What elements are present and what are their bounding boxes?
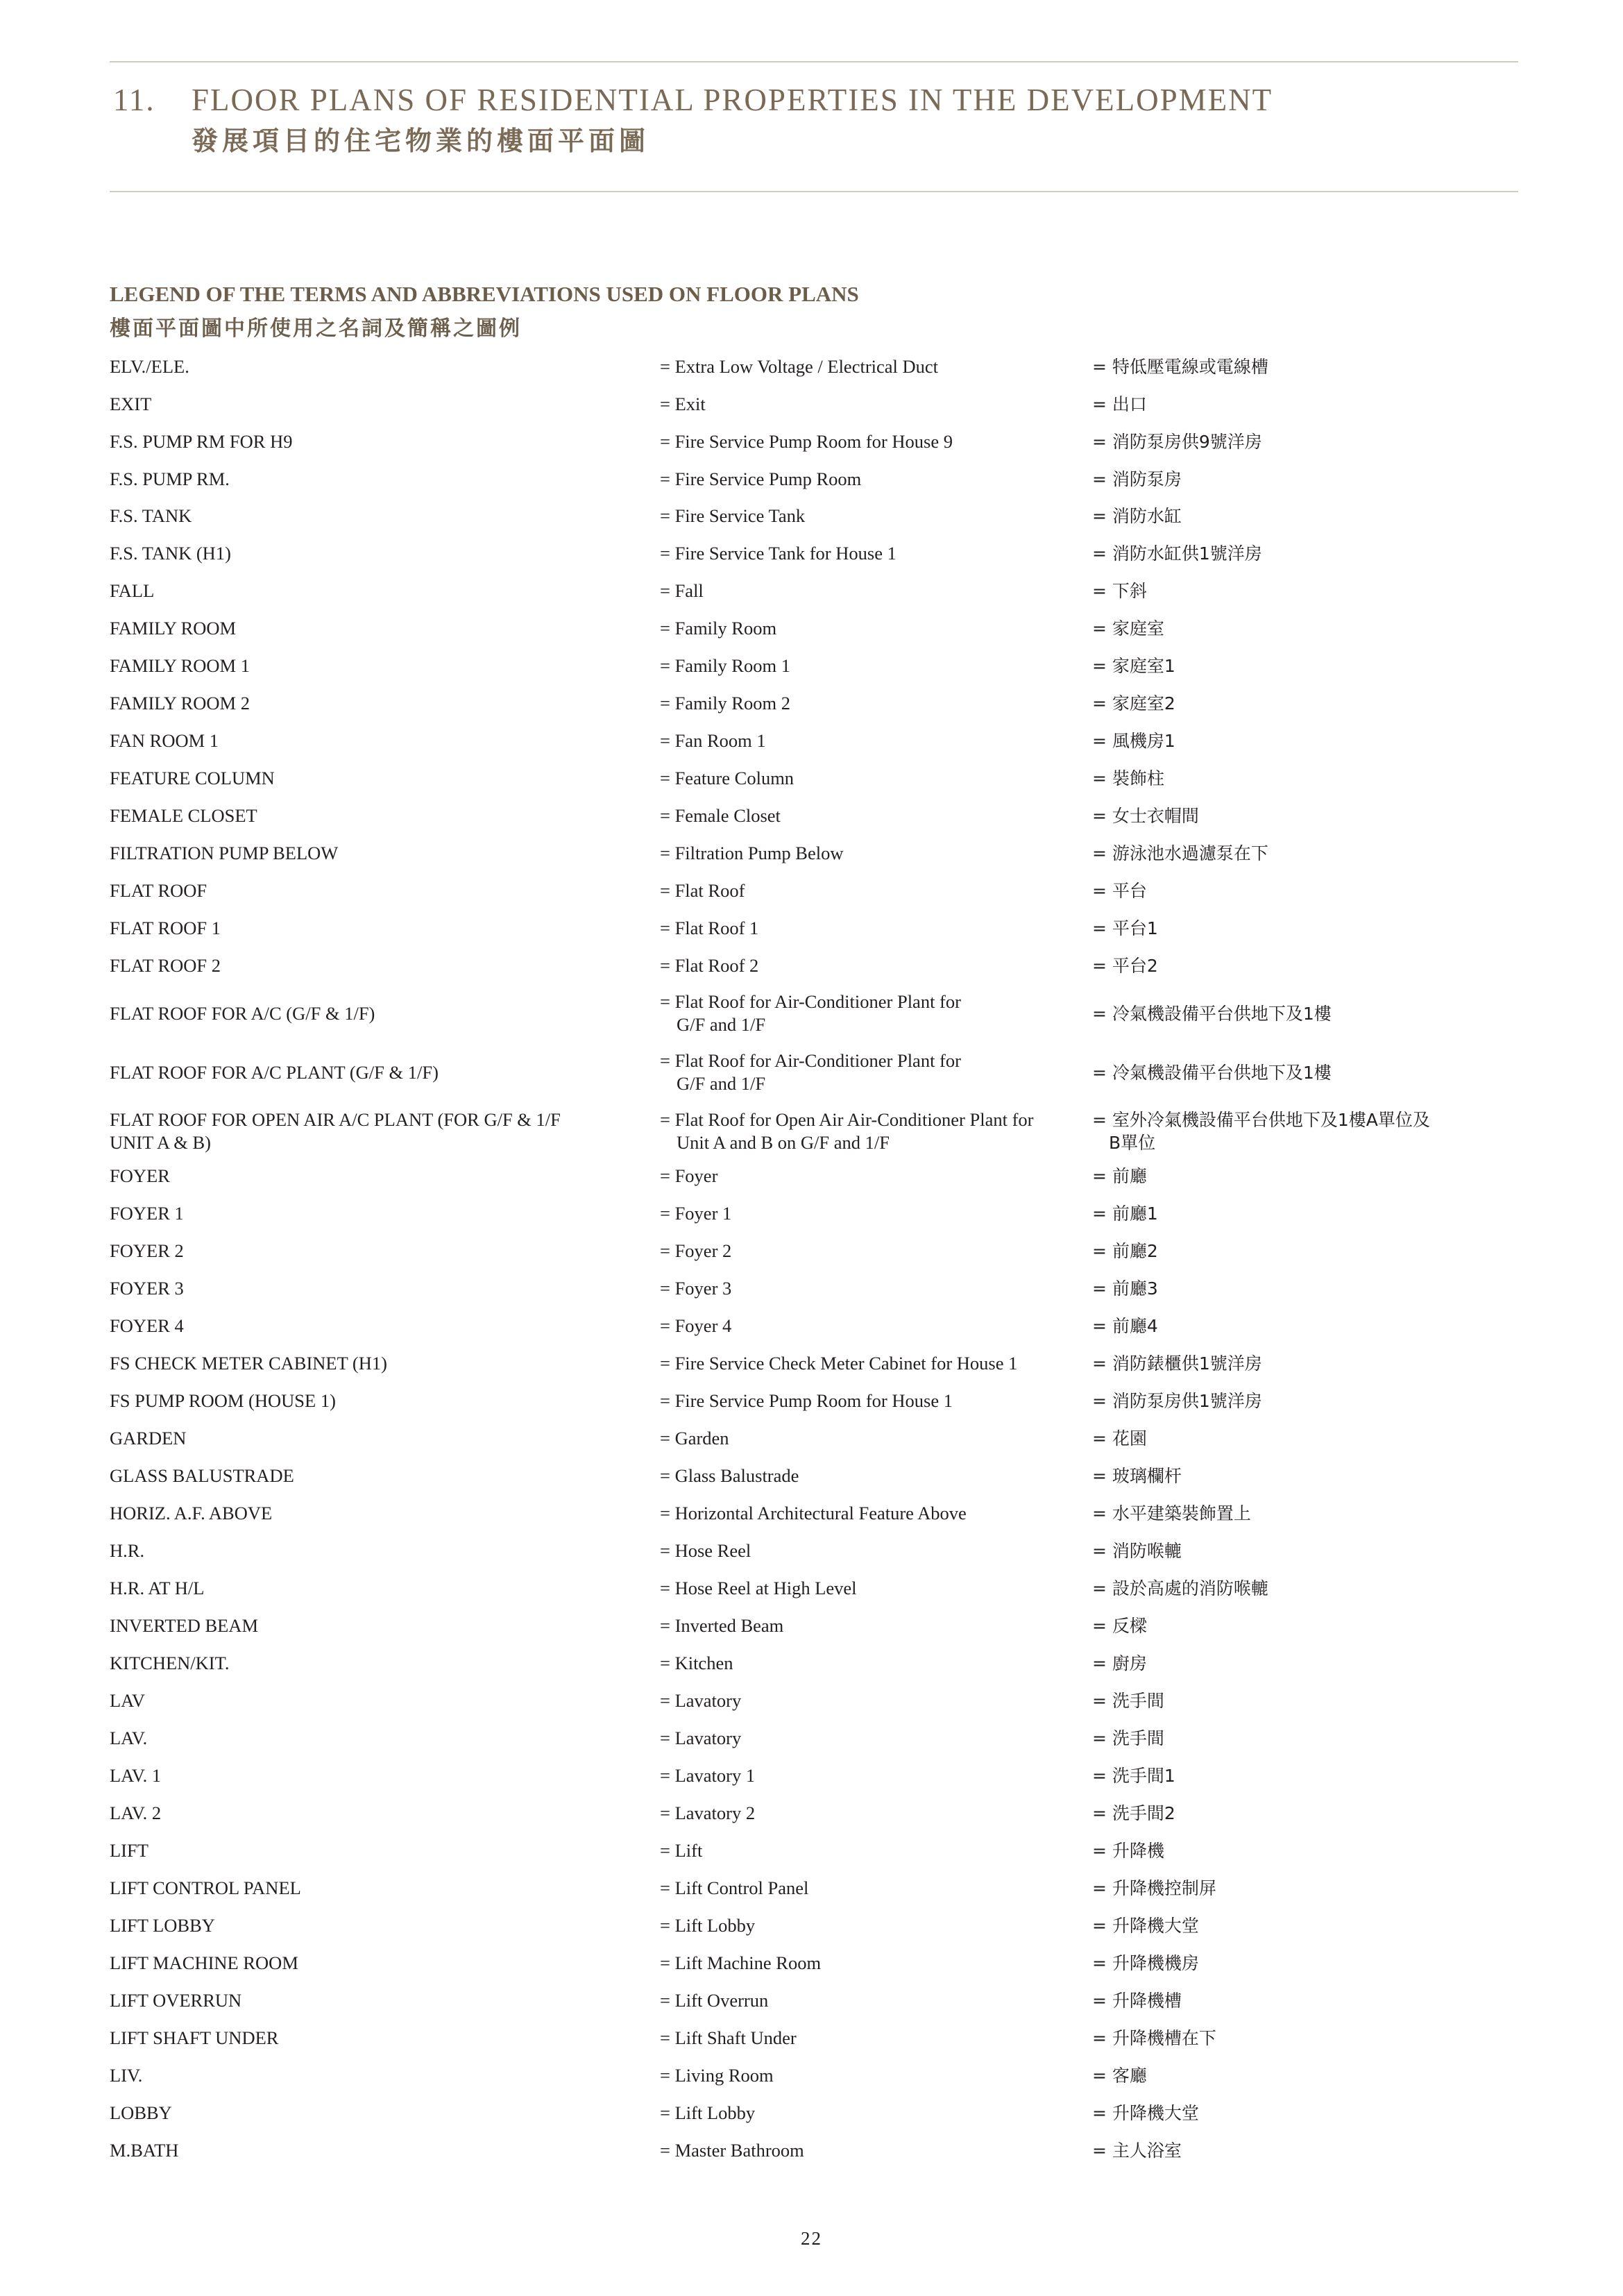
legend-term-line: M.BATH: [110, 2140, 179, 2161]
legend-chinese-line: = 女士衣帽間: [1092, 806, 1199, 826]
legend-chinese: [1092, 1689, 1509, 1712]
legend-chinese: [1092, 1277, 1509, 1300]
legend-english-line: = Fire Service Pump Room for House 1: [660, 1390, 953, 1411]
legend-english: [660, 1352, 1087, 1375]
legend-english: [660, 767, 1087, 790]
legend-english-line: = Fire Service Pump Room for House 9: [660, 431, 953, 452]
legend-term-line: LIFT SHAFT UNDER: [110, 2027, 279, 2048]
legend-term-line: EXIT: [110, 394, 152, 414]
legend-chinese-line: = 水平建築裝飾置上: [1092, 1503, 1251, 1523]
legend-term: [110, 1539, 651, 1562]
legend-chinese-line: = 洗手間1: [1092, 1766, 1175, 1786]
legend-english-line: = Inverted Beam: [660, 1615, 784, 1636]
legend-chinese: [1092, 430, 1509, 453]
legend-english-line: = Feature Column: [660, 768, 794, 788]
legend-term-line: LAV: [110, 1690, 146, 1711]
legend-english-line: = Lift Lobby: [660, 2102, 756, 2123]
legend-chinese-line: = 設於高處的消防喉轆: [1092, 1578, 1268, 1598]
legend-term: [110, 842, 651, 865]
legend-chinese: [1092, 1315, 1509, 1337]
legend-chinese: [1092, 1539, 1509, 1562]
legend-english-line: = Lavatory 1: [660, 1765, 756, 1786]
legend-chinese-line: = 冷氣機設備平台供地下及1樓: [1092, 1003, 1332, 1024]
legend-english-line: = Lavatory 2: [660, 1803, 756, 1823]
legend-term-line: H.R. AT H/L: [110, 1578, 205, 1598]
legend-english-line: = Flat Roof for Open Air Air-Conditioner Plant for: [660, 1109, 1034, 1130]
legend-english-line: G/F and 1/F: [677, 1073, 766, 1094]
legend-term-line: LIFT: [110, 1840, 148, 1861]
legend-english-line: = Fire Service Check Meter Cabinet for House 1: [660, 1353, 1018, 1374]
legend-term: [110, 1914, 651, 1937]
legend-chinese: [1092, 729, 1509, 752]
legend-term-line: FILTRATION PUMP BELOW: [110, 843, 339, 863]
legend-english-line: = Foyer: [660, 1165, 718, 1186]
legend-chinese-line: = 平台1: [1092, 918, 1158, 938]
legend-term: [110, 1577, 651, 1600]
legend-chinese: [1092, 542, 1509, 565]
legend-chinese: [1092, 580, 1509, 602]
legend-term: [110, 692, 651, 715]
legend-term: [110, 1689, 651, 1712]
legend-english-line: = Fire Service Pump Room: [660, 469, 862, 489]
legend-term-line: FOYER 1: [110, 1203, 184, 1224]
legend-english: [660, 468, 1087, 491]
legend-chinese: [1092, 1061, 1509, 1084]
legend-chinese-line: = 室外冷氣機設備平台供地下及1樓A單位及: [1092, 1110, 1430, 1130]
legend-english: [660, 804, 1087, 827]
legend-title: LEGEND OF THE TERMS AND ABBREVIATIONS USED ON FLOOR PLANS: [110, 282, 859, 306]
legend-chinese-line: = 下斜: [1092, 581, 1147, 601]
legend-chinese: [1092, 767, 1509, 790]
legend-chinese-line: = 花園: [1092, 1428, 1147, 1449]
legend-english: [660, 1614, 1087, 1637]
legend-term-line: ELV./ELE.: [110, 356, 189, 377]
legend-chinese-line: = 前廳1: [1092, 1204, 1158, 1224]
legend-english-line: = Hose Reel: [660, 1540, 751, 1561]
legend-chinese-line: = 冷氣機設備平台供地下及1樓: [1092, 1062, 1332, 1083]
legend-term-line: FLAT ROOF 2: [110, 955, 221, 976]
legend-english-line: = Lift Lobby: [660, 1915, 756, 1936]
legend-term: [110, 580, 651, 602]
legend-english: [660, 393, 1087, 416]
legend-english-line: = Foyer 4: [660, 1315, 732, 1336]
legend-term: [110, 1802, 651, 1825]
legend-chinese: [1092, 1802, 1509, 1825]
legend-english: [660, 1108, 1087, 1154]
legend-term: [110, 954, 651, 977]
legend-chinese: [1092, 692, 1509, 715]
legend-english-line: = Extra Low Voltage / Electrical Duct: [660, 356, 939, 377]
legend-chinese: [1092, 1727, 1509, 1750]
legend-english: [660, 1727, 1087, 1750]
legend-chinese-line: = 消防錶櫃供1號洋房: [1092, 1353, 1262, 1374]
legend-english-line: = Horizontal Architectural Feature Above: [660, 1503, 967, 1523]
legend-english-line: = Fall: [660, 580, 704, 601]
legend-english: [660, 542, 1087, 565]
legend-english: [660, 729, 1087, 752]
legend-term-line: LIFT MACHINE ROOM: [110, 1952, 298, 1973]
legend-term-line: FS PUMP ROOM (HOUSE 1): [110, 1390, 336, 1411]
section-title-chinese: 發展項目的住宅物業的樓面平面圖: [192, 126, 650, 156]
legend-english: [660, 1839, 1087, 1862]
legend-term-line: FLAT ROOF FOR OPEN AIR A/C PLANT (FOR G/F & 1/F: [110, 1109, 561, 1130]
legend-term-line: FEMALE CLOSET: [110, 805, 257, 826]
legend-term: [110, 468, 651, 491]
legend-english: [660, 1652, 1087, 1675]
legend-term: [110, 1202, 651, 1225]
legend-chinese-line: = 前廳2: [1092, 1241, 1158, 1261]
legend-english-line: = Lift Control Panel: [660, 1877, 809, 1898]
legend-chinese-line: = 消防喉轆: [1092, 1541, 1182, 1561]
legend-term-line: FOYER 3: [110, 1278, 184, 1299]
legend-chinese: [1092, 1877, 1509, 1900]
legend-term: [110, 1727, 651, 1750]
legend-english-line: = Garden: [660, 1428, 729, 1449]
legend-chinese: [1092, 655, 1509, 677]
legend-term-line: F.S. TANK: [110, 505, 192, 526]
legend-chinese-line: = 游泳池水過濾泵在下: [1092, 843, 1268, 863]
legend-english-line: = Fan Room 1: [660, 730, 766, 751]
legend-chinese-line: = 洗手間: [1092, 1728, 1164, 1748]
legend-chinese-line: = 消防泵房供9號洋房: [1092, 432, 1262, 452]
legend-term-line: UNIT A & B): [110, 1132, 212, 1153]
legend-chinese-line: = 客廳: [1092, 2066, 1147, 2086]
legend-chinese-line: = 家庭室2: [1092, 693, 1175, 714]
legend-english: [660, 1802, 1087, 1825]
legend-term: [110, 1652, 651, 1675]
legend-term: [110, 355, 651, 378]
legend-chinese-line: = 升降機控制屏: [1092, 1878, 1216, 1898]
legend-english: [660, 2064, 1087, 2087]
legend-term-line: LIV.: [110, 2065, 143, 2086]
legend-chinese-line: = 升降機槽在下: [1092, 2028, 1216, 2048]
legend-chinese-line: = 反樑: [1092, 1616, 1147, 1636]
legend-chinese: [1092, 804, 1509, 827]
legend-chinese-line: = 平台2: [1092, 956, 1158, 976]
legend-term-line: LAV.: [110, 1728, 148, 1748]
legend-term: [110, 1502, 651, 1525]
legend-chinese-line: = 洗手間: [1092, 1691, 1164, 1711]
legend-term-line: FOYER: [110, 1165, 170, 1186]
legend-term: [110, 804, 651, 827]
legend-term-line: INVERTED BEAM: [110, 1615, 259, 1636]
legend-english-line: = Lift: [660, 1840, 703, 1861]
legend-english-line: = Kitchen: [660, 1653, 733, 1673]
legend-chinese-line: = 前廳4: [1092, 1316, 1158, 1336]
legend-english: [660, 1427, 1087, 1450]
legend-english: [660, 1315, 1087, 1337]
legend-english-line: = Glass Balustrade: [660, 1465, 799, 1486]
legend-english-line: G/F and 1/F: [677, 1014, 766, 1035]
legend-chinese: [1092, 917, 1509, 940]
legend-chinese-line: = 裝飾柱: [1092, 768, 1164, 788]
legend-term-line: FEATURE COLUMN: [110, 768, 275, 788]
legend-term-line: KITCHEN/KIT.: [110, 1653, 230, 1673]
legend-english-line: = Flat Roof for Air-Conditioner Plant for: [660, 1050, 961, 1071]
legend-chinese-line: = 前廳: [1092, 1166, 1147, 1186]
legend-term-line: GARDEN: [110, 1428, 187, 1449]
legend-term-line: LOBBY: [110, 2102, 172, 2123]
legend-english: [660, 917, 1087, 940]
legend-term-line: LAV. 2: [110, 1803, 162, 1823]
legend-chinese: [1092, 954, 1509, 977]
legend-chinese-line: = 出口: [1092, 394, 1147, 414]
legend-english: [660, 617, 1087, 640]
legend-term: [110, 1061, 651, 1084]
legend-term-line: FAN ROOM 1: [110, 730, 219, 751]
legend-term: [110, 1277, 651, 1300]
legend-chinese: [1092, 879, 1509, 902]
legend-term: [110, 1989, 651, 2012]
legend-chinese: [1092, 842, 1509, 865]
legend-english: [660, 2139, 1087, 2162]
legend-english: [660, 1202, 1087, 1225]
legend-term: [110, 1464, 651, 1487]
legend-english: [660, 1989, 1087, 2012]
legend-chinese-line: = 升降機槽: [1092, 1991, 1182, 2011]
legend-english: [660, 1764, 1087, 1787]
legend-english: [660, 1165, 1087, 1188]
legend-english: [660, 842, 1087, 865]
legend-english-line: = Family Room 1: [660, 655, 790, 676]
legend-chinese: [1092, 468, 1509, 491]
legend-chinese: [1092, 2027, 1509, 2050]
legend-term: [110, 1614, 651, 1637]
legend-english-line: = Foyer 3: [660, 1278, 732, 1299]
legend-english-line: = Foyer 1: [660, 1203, 732, 1224]
legend-english-line: = Hose Reel at High Level: [660, 1578, 857, 1598]
legend-term: [110, 2027, 651, 2050]
legend-english: [660, 1539, 1087, 1562]
legend-english: [660, 1689, 1087, 1712]
legend-chinese-line: = 洗手間2: [1092, 1803, 1175, 1823]
legend-term-line: F.S. TANK (H1): [110, 543, 231, 564]
legend-term: [110, 542, 651, 565]
legend-chinese: [1092, 1989, 1509, 2012]
legend-chinese: [1092, 1352, 1509, 1375]
legend-chinese-line: = 消防泵房: [1092, 469, 1182, 489]
legend-term-line: FALL: [110, 580, 155, 601]
legend-term: [110, 655, 651, 677]
legend-chinese-line: B單位: [1109, 1133, 1156, 1153]
legend-english-line: = Lift Machine Room: [660, 1952, 822, 1973]
legend-english: [660, 1502, 1087, 1525]
legend-english: [660, 1577, 1087, 1600]
legend-term-line: FAMILY ROOM: [110, 618, 237, 639]
legend-english-line: = Female Closet: [660, 805, 781, 826]
legend-english-line: = Living Room: [660, 2065, 774, 2086]
legend-chinese: [1092, 617, 1509, 640]
legend-english: [660, 692, 1087, 715]
legend-chinese: [1092, 2139, 1509, 2162]
legend-term: [110, 393, 651, 416]
legend-chinese: [1092, 1165, 1509, 1188]
legend-english: [660, 505, 1087, 527]
legend-chinese-line: = 家庭室1: [1092, 656, 1175, 676]
legend-term-line: F.S. PUMP RM.: [110, 469, 230, 489]
legend-chinese: [1092, 1202, 1509, 1225]
legend-chinese: [1092, 1390, 1509, 1412]
legend-chinese-line: = 特低壓電線或電線槽: [1092, 357, 1268, 377]
legend-chinese-line: = 平台: [1092, 881, 1147, 901]
legend-chinese: [1092, 1108, 1509, 1154]
legend-chinese-line: = 前廳3: [1092, 1278, 1158, 1299]
legend-chinese: [1092, 1427, 1509, 1450]
legend-chinese-line: = 風機房1: [1092, 731, 1175, 751]
legend-english: [660, 990, 1087, 1036]
legend-term-line: LIFT CONTROL PANEL: [110, 1877, 301, 1898]
legend-chinese: [1092, 1240, 1509, 1263]
section-title: FLOOR PLANS OF RESIDENTIAL PROPERTIES IN THE DEVELOPMENT: [192, 83, 1273, 117]
legend-english: [660, 1464, 1087, 1487]
legend-english-line: = Fire Service Tank: [660, 505, 806, 526]
legend-term-line: FS CHECK METER CABINET (H1): [110, 1353, 387, 1374]
legend-chinese-line: = 家庭室: [1092, 618, 1164, 639]
legend-english: [660, 1877, 1087, 1900]
legend-term-line: FLAT ROOF FOR A/C (G/F & 1/F): [110, 1002, 375, 1024]
legend-title-chinese: 樓面平面圖中所使用之名詞及簡稱之圖例: [110, 316, 522, 341]
legend-term-line: FAMILY ROOM 2: [110, 693, 250, 714]
legend-chinese: [1092, 2102, 1509, 2125]
legend-english: [660, 1240, 1087, 1263]
legend-english: [660, 954, 1087, 977]
legend-chinese: [1092, 1464, 1509, 1487]
legend-chinese: [1092, 2064, 1509, 2087]
legend-term-line: LIFT LOBBY: [110, 1915, 215, 1936]
legend-english: [660, 879, 1087, 902]
legend-chinese: [1092, 1502, 1509, 1525]
legend-english-line: = Foyer 2: [660, 1240, 732, 1261]
legend-term: [110, 1352, 651, 1375]
legend-chinese: [1092, 1839, 1509, 1862]
legend-english: [660, 1390, 1087, 1412]
legend-english: [660, 2102, 1087, 2125]
legend-term: [110, 1315, 651, 1337]
legend-english: [660, 580, 1087, 602]
legend-term: [110, 1877, 651, 1900]
legend-english-line: = Master Bathroom: [660, 2140, 804, 2161]
legend-chinese-line: = 升降機機房: [1092, 1953, 1199, 1973]
legend-english: [660, 1049, 1087, 1095]
legend-term: [110, 430, 651, 453]
legend-english: [660, 1914, 1087, 1937]
legend-chinese: [1092, 1614, 1509, 1637]
legend-term: [110, 1764, 651, 1787]
legend-term: [110, 1390, 651, 1412]
legend-term: [110, 505, 651, 527]
legend-chinese: [1092, 1952, 1509, 1975]
legend-english: [660, 1952, 1087, 1975]
legend-english-line: = Fire Service Tank for House 1: [660, 543, 897, 564]
legend-term-line: FLAT ROOF 1: [110, 918, 221, 938]
legend-english-line: = Flat Roof: [660, 880, 745, 901]
legend-english-line: = Exit: [660, 394, 706, 414]
legend-chinese-line: = 升降機大堂: [1092, 2103, 1199, 2123]
legend-term-line: LIFT OVERRUN: [110, 1990, 242, 2011]
legend-english-line: = Lavatory: [660, 1690, 742, 1711]
legend-term: [110, 2102, 651, 2125]
page-number: 22: [801, 2228, 822, 2249]
legend-english: [660, 2027, 1087, 2050]
legend-term: [110, 1952, 651, 1975]
legend-term: [110, 917, 651, 940]
legend-term-line: FLAT ROOF: [110, 880, 207, 901]
legend-chinese: [1092, 505, 1509, 527]
legend-english-line: Unit A and B on G/F and 1/F: [677, 1132, 890, 1153]
legend-english-line: = Flat Roof 2: [660, 955, 759, 976]
legend-chinese-line: = 消防水缸供1號洋房: [1092, 543, 1262, 564]
legend-chinese-line: = 升降機大堂: [1092, 1916, 1199, 1936]
legend-term: [110, 1165, 651, 1188]
legend-english-line: = Lift Overrun: [660, 1990, 769, 2011]
legend-term-line: FLAT ROOF FOR A/C PLANT (G/F & 1/F): [110, 1061, 439, 1083]
legend-english: [660, 655, 1087, 677]
legend-term-line: FOYER 4: [110, 1315, 184, 1336]
legend-term-line: H.R.: [110, 1540, 145, 1561]
legend-term-line: FAMILY ROOM 1: [110, 655, 250, 676]
legend-term: [110, 1240, 651, 1263]
legend-chinese-line: = 升降機: [1092, 1841, 1164, 1861]
legend-term: [110, 767, 651, 790]
legend-term-line: GLASS BALUSTRADE: [110, 1465, 294, 1486]
legend-english-line: = Flat Roof 1: [660, 918, 759, 938]
legend-term: [110, 1108, 651, 1154]
legend-chinese: [1092, 355, 1509, 378]
legend-term: [110, 617, 651, 640]
legend-chinese-line: = 廚房: [1092, 1653, 1147, 1673]
legend-chinese-line: = 主人浴室: [1092, 2141, 1182, 2161]
legend-english-line: = Filtration Pump Below: [660, 843, 844, 863]
legend-chinese-line: = 消防水缸: [1092, 506, 1182, 526]
legend-term-line: HORIZ. A.F. ABOVE: [110, 1503, 273, 1523]
legend-term: [110, 2064, 651, 2087]
legend-term: [110, 1839, 651, 1862]
legend-term: [110, 729, 651, 752]
legend-chinese: [1092, 1577, 1509, 1600]
legend-chinese: [1092, 1764, 1509, 1787]
legend-english: [660, 355, 1087, 378]
legend-chinese: [1092, 393, 1509, 416]
legend-term: [110, 879, 651, 902]
legend-english: [660, 1277, 1087, 1300]
legend-term-line: LAV. 1: [110, 1765, 162, 1786]
legend-term-line: F.S. PUMP RM FOR H9: [110, 431, 293, 452]
legend-english: [660, 430, 1087, 453]
legend-chinese-line: = 消防泵房供1號洋房: [1092, 1391, 1262, 1411]
legend-chinese-line: = 玻璃欄杆: [1092, 1466, 1182, 1486]
legend-term-line: FOYER 2: [110, 1240, 184, 1261]
legend-term: [110, 1002, 651, 1025]
legend-term: [110, 2139, 651, 2162]
legend-english-line: = Family Room: [660, 618, 777, 639]
section-number: 11.: [113, 83, 155, 117]
legend-chinese: [1092, 1652, 1509, 1675]
legend-chinese: [1092, 1914, 1509, 1937]
legend-term: [110, 1427, 651, 1450]
legend-english-line: = Family Room 2: [660, 693, 790, 714]
legend-chinese: [1092, 1002, 1509, 1025]
legend-english-line: = Flat Roof for Air-Conditioner Plant for: [660, 991, 961, 1012]
legend-english-line: = Lavatory: [660, 1728, 742, 1748]
legend-english-line: = Lift Shaft Under: [660, 2027, 797, 2048]
